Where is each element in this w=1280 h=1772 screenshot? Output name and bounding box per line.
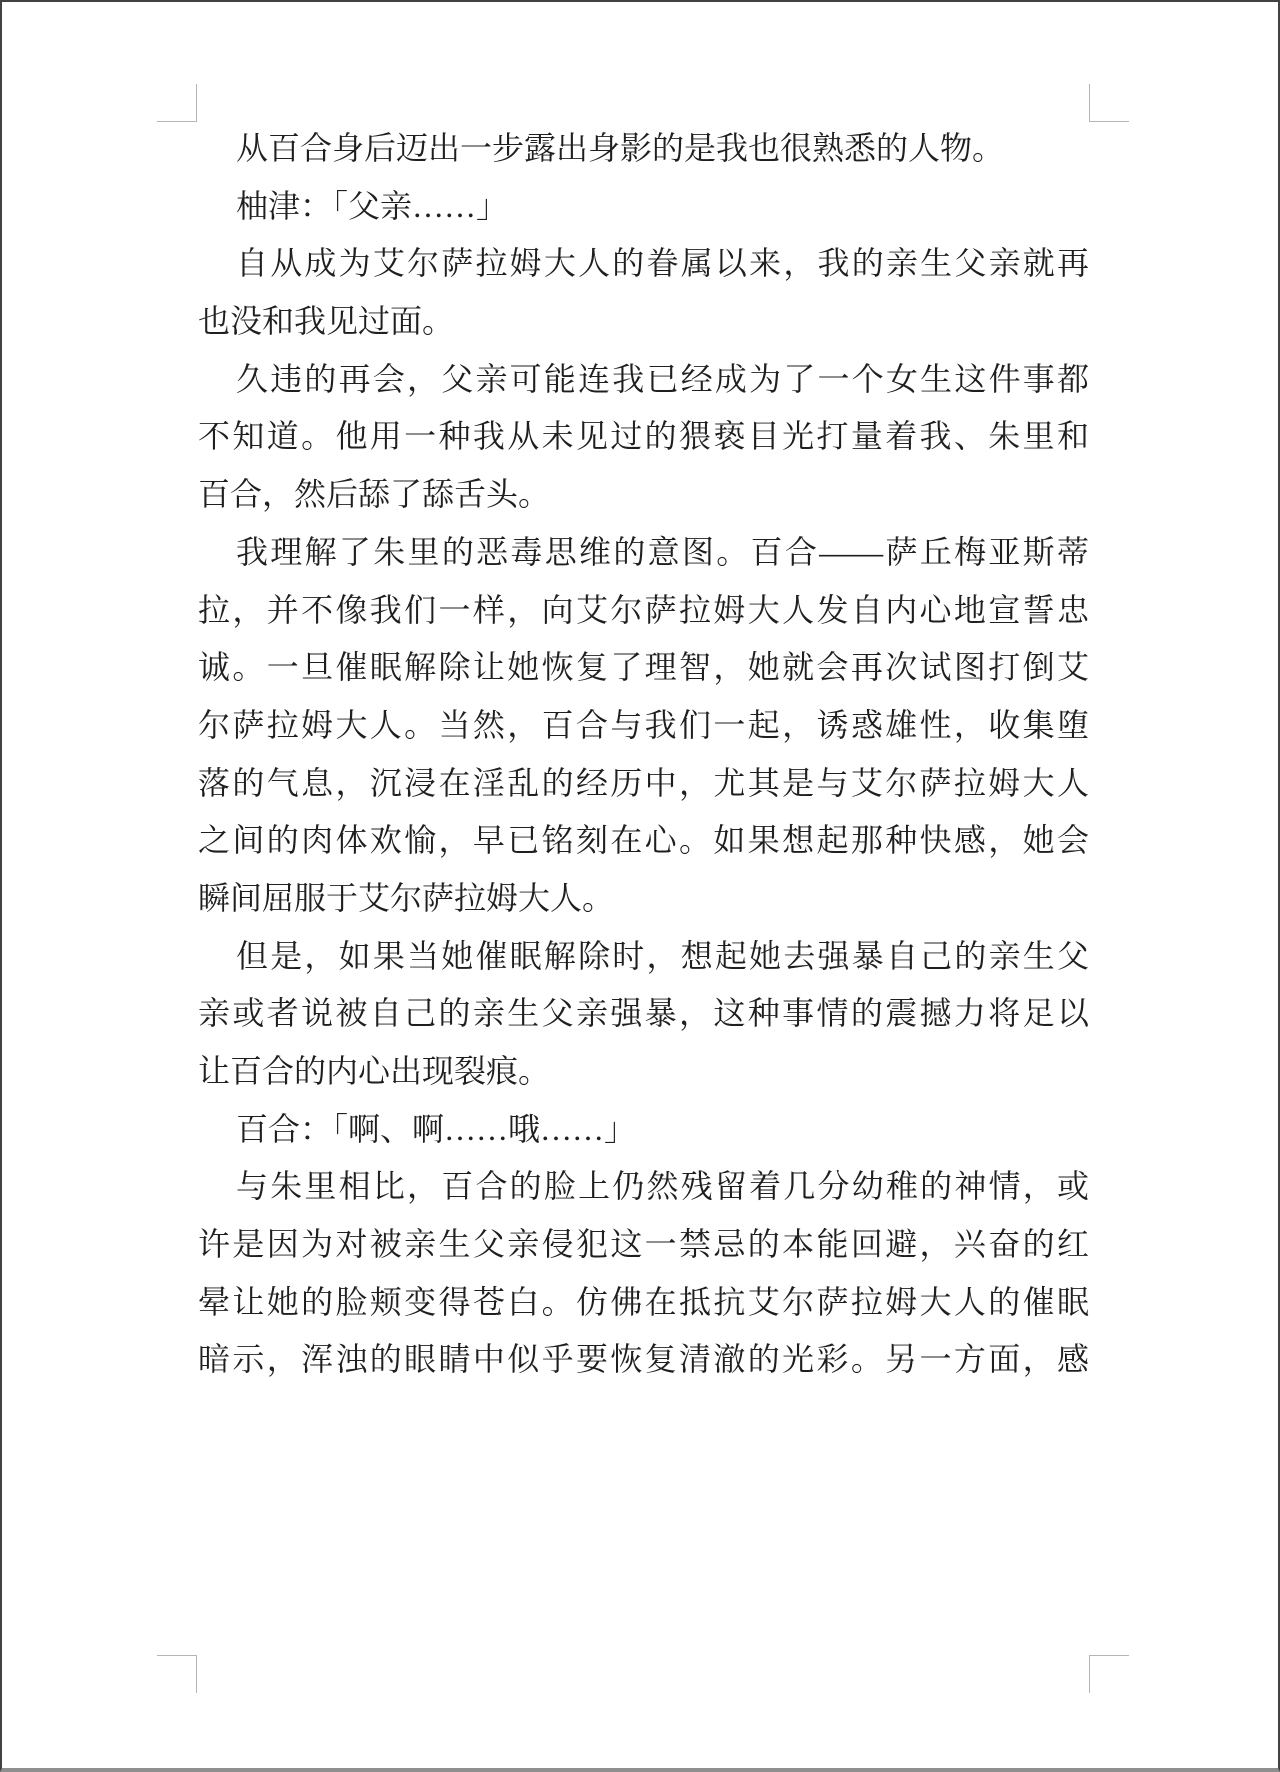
text-line: 落的气息，沉浸在淫乱的经历中，尤其是与艾尔萨拉姆大人 <box>198 764 1089 801</box>
text-line: 瞬间屈服于艾尔萨拉姆大人。 <box>198 879 615 916</box>
text-line: 拉，并不像我们一样，向艾尔萨拉姆大人发自内心地宣誓忠 <box>198 591 1089 628</box>
text-line: 许是因为对被亲生父亲侵犯这一禁忌的本能回避，兴奋的红 <box>198 1226 1089 1263</box>
text-line: 久违的再会，父亲可能连我已经成为了一个女生这件事都 <box>236 360 1089 397</box>
margin-crop-mark-top-right <box>1089 84 1129 122</box>
text-line: 柚津：「父亲……」 <box>236 187 509 224</box>
text-line: 从百合身后迈出一步露出身影的是我也很熟悉的人物。 <box>236 130 1005 166</box>
text-line: 暗示，浑浊的眼睛中似乎要恢复清澈的光彩。另一方面，感 <box>198 1341 1089 1378</box>
text-line: 亲或者说被自己的亲生父亲强暴，这种事情的震撼力将足以 <box>198 995 1089 1032</box>
text-line: 我理解了朱里的恶毒思维的意图。百合——萨丘梅亚斯蒂 <box>236 533 1089 570</box>
text-line: 与朱里相比，百合的脸上仍然残留着几分幼稚的神情，或 <box>236 1168 1089 1205</box>
text-line: 百合：「啊、啊……哦……」 <box>236 1110 637 1147</box>
text-line: 尔萨拉姆大人。当然，百合与我们一起，诱惑雄性，收集堕 <box>198 706 1089 743</box>
margin-crop-mark-top-left <box>157 84 197 122</box>
text-line: 自从成为艾尔萨拉姆大人的眷属以来，我的亲生父亲就再 <box>236 245 1089 282</box>
text-line: 也没和我见过面。 <box>198 303 455 340</box>
text-line: 之间的肉体欢愉，早已铭刻在心。如果想起那种快感，她会 <box>198 822 1089 859</box>
text-line: 但是，如果当她催眠解除时，想起她去强暴自己的亲生父 <box>236 937 1089 974</box>
text-line: 不知道。他用一种我从未见过的猥亵目光打量着我、朱里和 <box>198 418 1089 455</box>
margin-crop-mark-bottom-left <box>157 1655 197 1693</box>
text-line: 诚。一旦催眠解除让她恢复了理智，她就会再次试图打倒艾 <box>198 649 1089 686</box>
document-text <box>198 120 1089 1389</box>
text-line: 晕让她的脸颊变得苍白。仿佛在抵抗艾尔萨拉姆大人的催眠 <box>198 1283 1089 1320</box>
text-line: 让百合的内心出现裂痕。 <box>198 1053 551 1089</box>
margin-crop-mark-bottom-right <box>1089 1655 1129 1693</box>
text-line: 百合，然后舔了舔舌头。 <box>198 476 551 513</box>
